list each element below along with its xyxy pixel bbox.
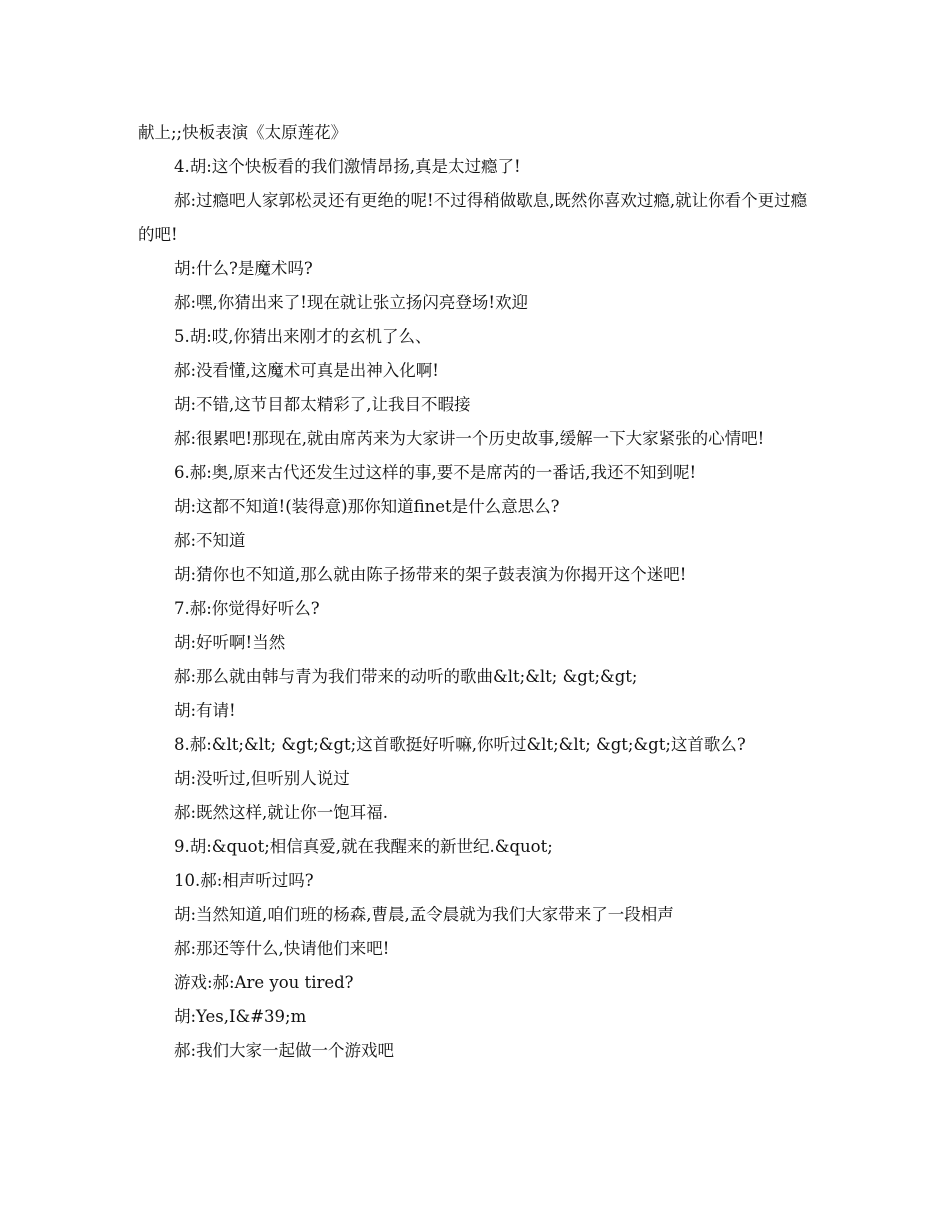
paragraph: 胡:好听啊!当然 xyxy=(174,633,286,652)
paragraph: 游戏:郝:Are you tired? xyxy=(174,973,354,992)
paragraph: 8.郝:&lt;&lt; &gt;&gt;这首歌挺好听嘛,你听过&lt;&lt; &gt;&gt;这首歌么? xyxy=(174,735,746,754)
paragraph: 胡:这都不知道!(装得意)那你知道finet是什么意思么? xyxy=(174,497,560,516)
paragraph: 郝:既然这样,就让你一饱耳福. xyxy=(174,803,389,822)
paragraph: 胡:有请! xyxy=(174,701,236,720)
paragraph: 4.胡:这个快板看的我们激情昂扬,真是太过瘾了! xyxy=(174,157,521,176)
paragraph: 郝:那么就由韩与青为我们带来的动听的歌曲&lt;&lt; &gt;&gt; xyxy=(174,667,638,686)
paragraph: 胡:猜你也不知道,那么就由陈子扬带来的架子鼓表演为你揭开这个迷吧! xyxy=(174,565,687,584)
paragraph: 胡:没听过,但听别人说过 xyxy=(174,769,350,788)
paragraph: 郝:没看懂,这魔术可真是出神入化啊! xyxy=(174,361,439,380)
paragraph: 6.郝:奥,原来古代还发生过这样的事,要不是席芮的一番话,我还不知到呢! xyxy=(174,463,697,482)
paragraph: 郝:我们大家一起做一个游戏吧 xyxy=(174,1041,395,1060)
paragraph: 9.胡:&quot;相信真爱,就在我醒来的新世纪.&quot; xyxy=(174,837,553,856)
paragraph: 郝:那还等什么,快请他们来吧! xyxy=(174,939,390,958)
paragraph: 郝:过瘾吧人家郭松灵还有更绝的呢!不过得稍做歇息,既然你喜欢过瘾,就让你看个更过瘾的吧! xyxy=(138,191,808,244)
paragraph: 7.郝:你觉得好听么? xyxy=(174,599,320,618)
paragraph: 胡:不错,这节目都太精彩了,让我目不暇接 xyxy=(174,395,471,414)
paragraph: 胡:Yes,I&#39;m xyxy=(174,1007,307,1026)
document-body xyxy=(138,116,818,1068)
paragraph: 10.郝:相声听过吗? xyxy=(174,871,314,890)
paragraph: 郝:不知道 xyxy=(174,531,246,550)
paragraph: 胡:当然知道,咱们班的杨森,曹晨,孟令晨就为我们大家带来了一段相声 xyxy=(174,905,674,924)
paragraph: 5.胡:哎,你猜出来刚才的玄机了么、 xyxy=(174,327,432,346)
paragraph: 郝:嘿,你猜出来了!现在就让张立扬闪亮登场!欢迎 xyxy=(174,293,529,312)
paragraph: 胡:什么?是魔术吗? xyxy=(174,259,313,278)
paragraph: 献上;;快板表演《太原莲花》 xyxy=(138,123,348,142)
paragraph: 郝:很累吧!那现在,就由席芮来为大家讲一个历史故事,缓解一下大家紧张的心情吧! xyxy=(174,429,765,448)
